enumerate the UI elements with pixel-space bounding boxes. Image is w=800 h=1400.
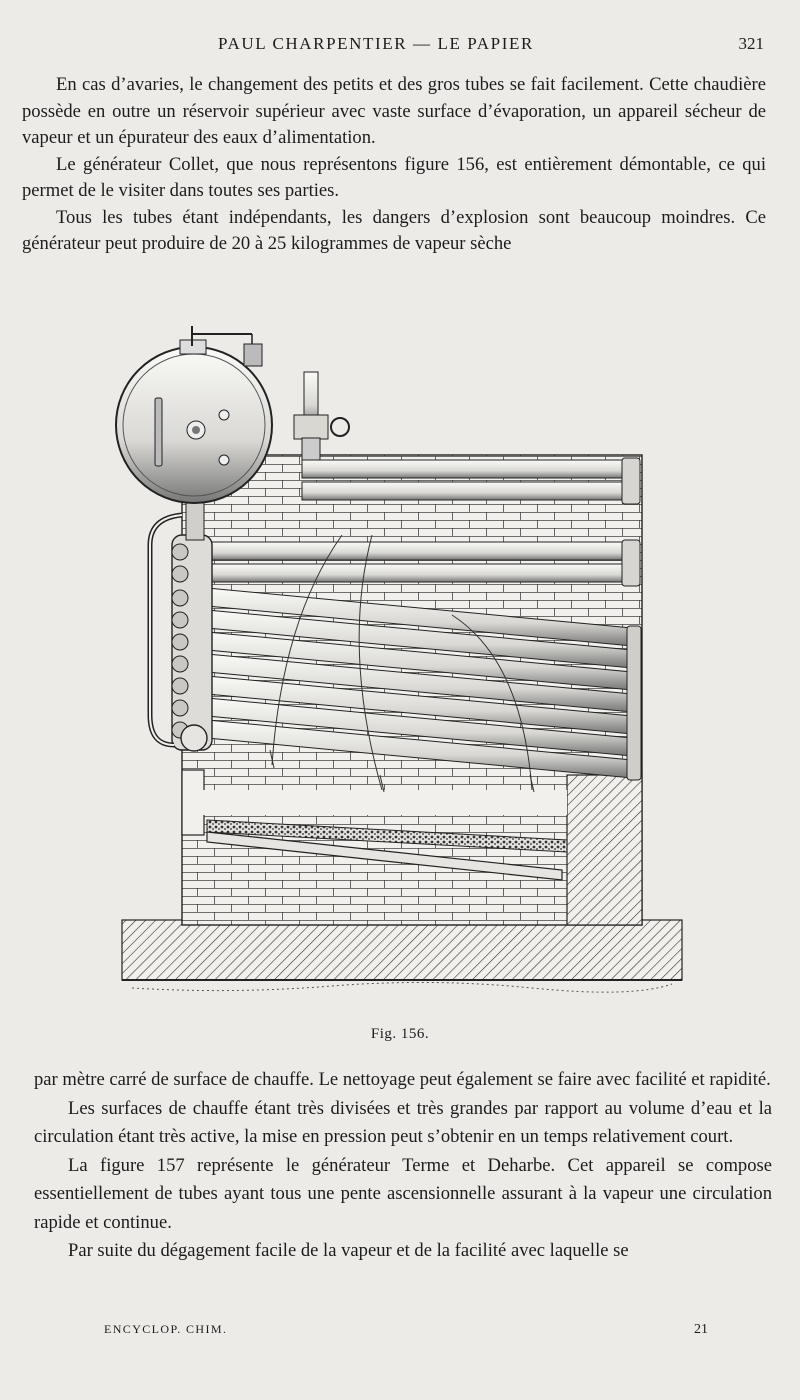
paragraph: Tous les tubes étant indépendants, les dangers d’explosion sont beaucoup moindres. Ce générateur peut produire de 20 à 25 kilogrammes de vapeur sèche [22, 206, 766, 254]
bridge-wall [567, 775, 642, 925]
page-footer [0, 1322, 800, 1342]
paragraph: par mètre carré de surface de chauffe. Le nettoyage peut également se faire avec facilité et rapidité. [34, 1069, 771, 1090]
body-text-bottom [34, 1066, 772, 1266]
body-text-top [22, 72, 766, 258]
footer-signature: ENCYCLOP. CHIM. [104, 1322, 228, 1336]
page-number: 321 [738, 34, 764, 53]
foundation [122, 920, 682, 980]
paragraph: La figure 157 représente le générateur Terme et Deharbe. Cet appareil se compose essentiellement de tubes ayant tous une pente ascensionnelle assurant à la vapeur une circulation rapide et continue. [34, 1154, 772, 1233]
figure-caption: Fig. 156. [370, 1026, 430, 1042]
paragraph: Le générateur Collet, que nous représentons figure 156, est entièrement démontable, ce qui permet de le visiter dans toutes ses parties. [22, 153, 766, 201]
boiler-illustration [112, 320, 692, 1010]
paragraph: Par suite du dégagement facile de la vapeur et de la facilité avec laquelle se [68, 1240, 629, 1261]
paragraph: Les surfaces de chauffe étant très divisées et très grandes par rapport au volume d’eau et la circulation étant très active, la mise en pression peut s’obtenir en un temps relativement court. [34, 1097, 772, 1147]
running-title: PAUL CHARPENTIER — LE PAPIER [218, 34, 534, 53]
running-head [0, 34, 800, 58]
paragraph: En cas d’avaries, le changement des petits et des gros tubes se fait facilement. Cette chaudière possède en outre un réservoir supérieur avec vaste surface d’évaporation, un appareil sécheur de vapeur et un épurateur des eaux d’alimentation. [22, 74, 766, 148]
footer-sheet-number: 21 [694, 1322, 708, 1337]
